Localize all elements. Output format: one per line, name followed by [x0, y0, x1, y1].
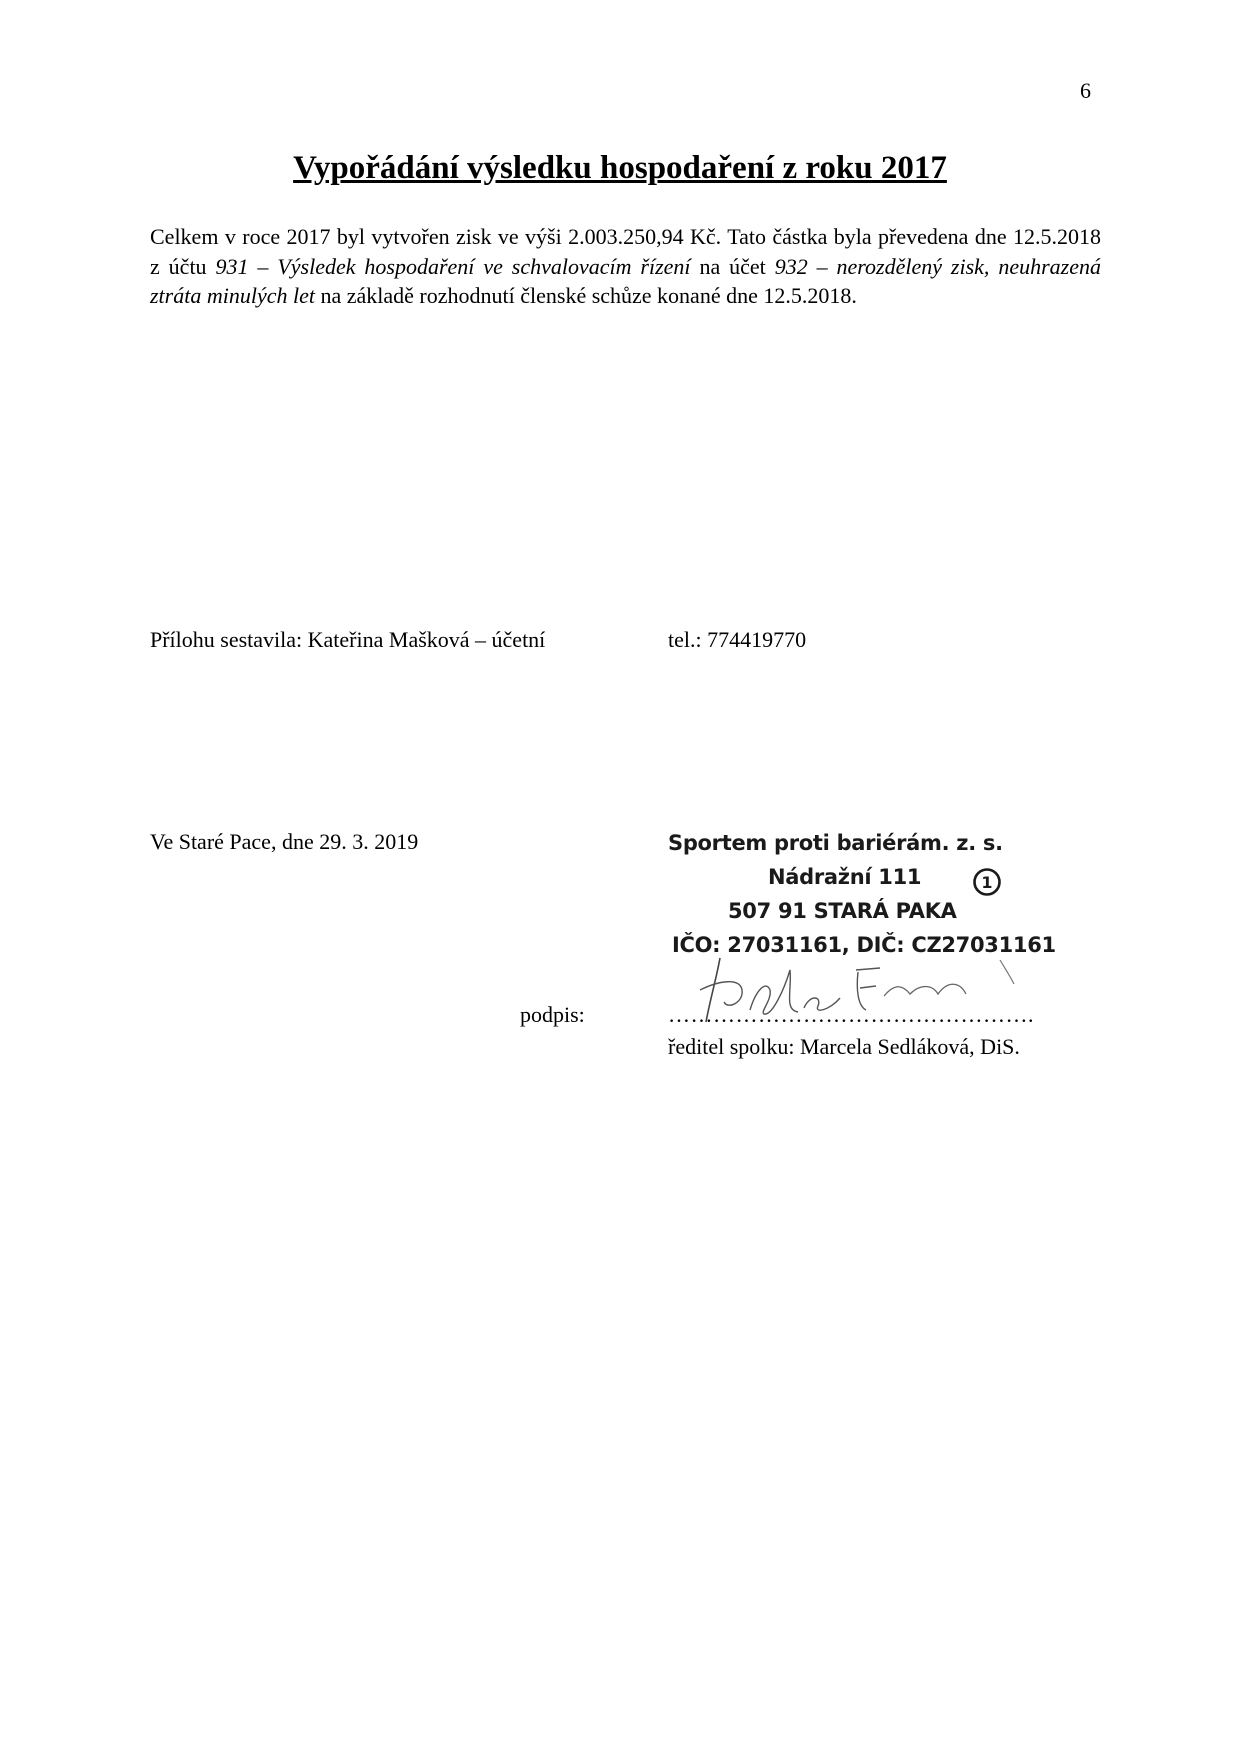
stamp-street: Nádražní 111: [768, 865, 922, 889]
signature-role: ředitel spolku: Marcela Sedláková, DiS.: [668, 1034, 1020, 1059]
compiled-by: Přílohu sestavila: Kateřina Mašková – účetní: [150, 627, 546, 652]
stamp-circle-number: 1: [981, 873, 993, 892]
document-title: Vypořádání výsledku hospodaření z roku 2017: [293, 150, 947, 186]
signature-label: podpis:: [520, 1002, 585, 1027]
paragraph-text-2: na účet: [690, 253, 775, 279]
paragraph-text-1: Celkem v roce 2017 byl vytvořen zisk ve výši 2.003.250,94 Kč. Tato částka byla převedena dne 12.5.2018 z účtu: [150, 224, 1101, 279]
page-number: 6: [1080, 78, 1091, 103]
paragraph-text-3: na základě rozhodnutí členské schůze konané dne 12.5.2018.: [314, 283, 857, 308]
result-settlement-paragraph: [150, 222, 1101, 311]
account-931-label: 931 – Výsledek hospodaření ve schvalovacím řízení: [215, 253, 691, 279]
account-932-label: 932 – nerozdělený zisk, neuhrazená ztráta minulých let: [150, 253, 1101, 308]
organization-stamp: [668, 826, 1056, 962]
stamp-ids: IČO: 27031161, DIČ: CZ27031161: [672, 933, 1056, 957]
phone-number: tel.: 774419770: [668, 627, 807, 652]
handwritten-signature-icon: [680, 950, 1040, 1030]
stamp-circle-mark-icon: [972, 867, 1002, 897]
place-and-date: Ve Staré Pace, dne 29. 3. 2019: [150, 829, 419, 854]
stamp-org-name: Sportem proti bariérám. z. s.: [668, 831, 1003, 855]
signature-dotted-line: ………………………………………….: [668, 1002, 1034, 1027]
stamp-city: 507 91 STARÁ PAKA: [728, 899, 957, 923]
